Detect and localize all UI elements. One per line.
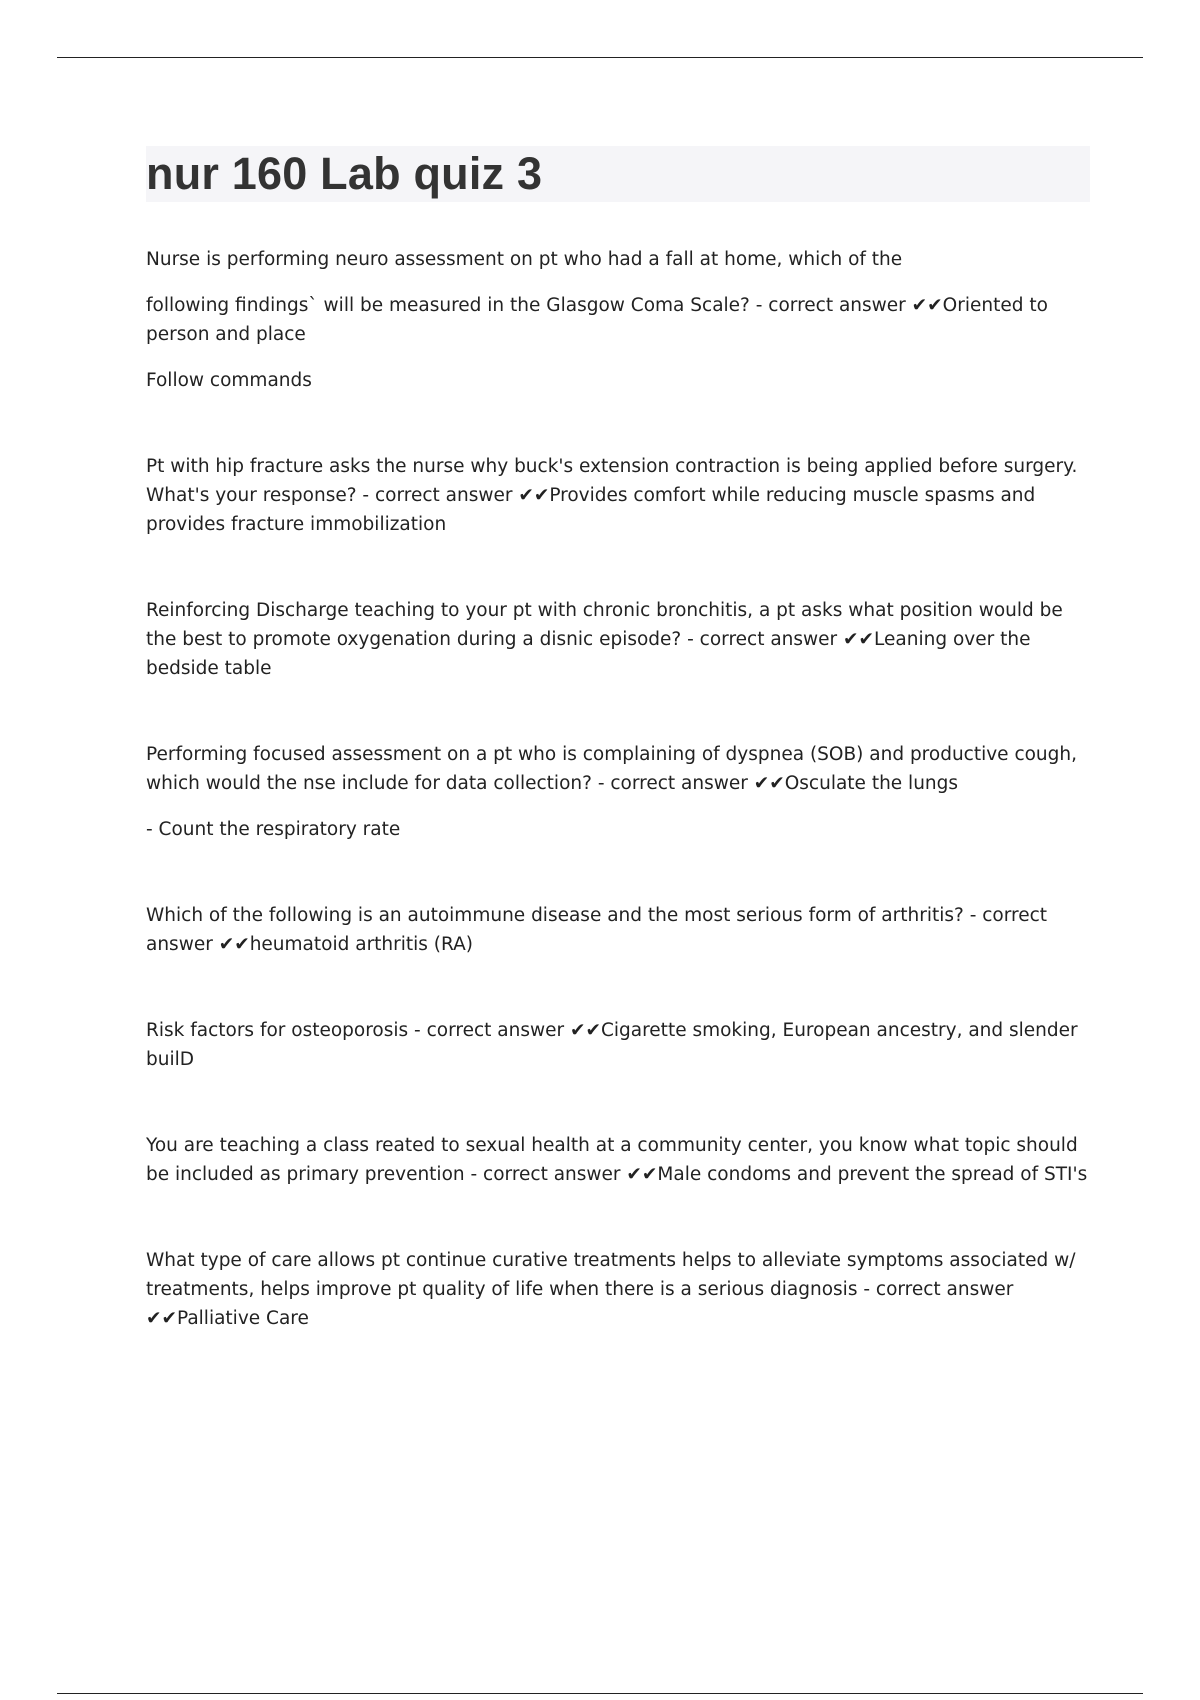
question-text: Performing focused assessment on a pt who is complaining of dyspnea (SOB) and productive cough, which would the nse include for data collection? - correct answer ✔✔Osculate the lungs [146,744,1078,794]
answer-text: Follow commands [146,370,312,391]
question-text: following findings` will be measured in the Glasgow Coma Scale? - correct answer ✔✔Oriented to person and place [146,295,1048,345]
title-bar [146,146,1090,202]
qa-item [146,740,1090,844]
qa-item [146,1131,1090,1189]
question-text: Risk factors for osteoporosis - correct answer ✔✔Cigarette smoking, European ancestry, and slender builD [146,1020,1078,1070]
question-text: Nurse is performing neuro assessment on pt who had a fall at home, which of the [146,249,903,270]
bottom-rule [57,1693,1143,1694]
qa-item [146,1016,1090,1074]
qa-item [146,245,1090,395]
question-text: Pt with hip fracture asks the nurse why buck's extension contraction is being applied before surgery. What's your response? - correct answer ✔✔Provides comfort while reducing muscle spasms and provides fracture immobilization [146,456,1078,535]
document-body [146,146,1090,1333]
answer-text: - Count the respiratory rate [146,819,401,840]
question-text: What type of care allows pt continue curative treatments helps to alleviate symptoms associated w/ treatments, helps improve pt quality of life when there is a serious diagnosis - correct answer ✔✔Palliative Care [146,1250,1076,1329]
page-title: nur 160 Lab quiz 3 [146,148,543,199]
question-text: You are teaching a class reated to sexual health at a community center, you know what topic should be included as primary prevention - correct answer ✔✔Male condoms and prevent the spread of STI's [146,1135,1088,1185]
qa-list [146,245,1090,1333]
top-rule [57,57,1143,58]
qa-item [146,452,1090,539]
question-text: Reinforcing Discharge teaching to your pt with chronic bronchitis, a pt asks what position would be the best to promote oxygenation during a disnic episode? - correct answer ✔✔Leaning over the bedside table [146,600,1063,679]
qa-item [146,901,1090,959]
qa-item [146,596,1090,683]
question-text: Which of the following is an autoimmune disease and the most serious form of arthritis? - correct answer ✔✔heumatoid arthritis (RA) [146,905,1048,955]
qa-item [146,1246,1090,1333]
